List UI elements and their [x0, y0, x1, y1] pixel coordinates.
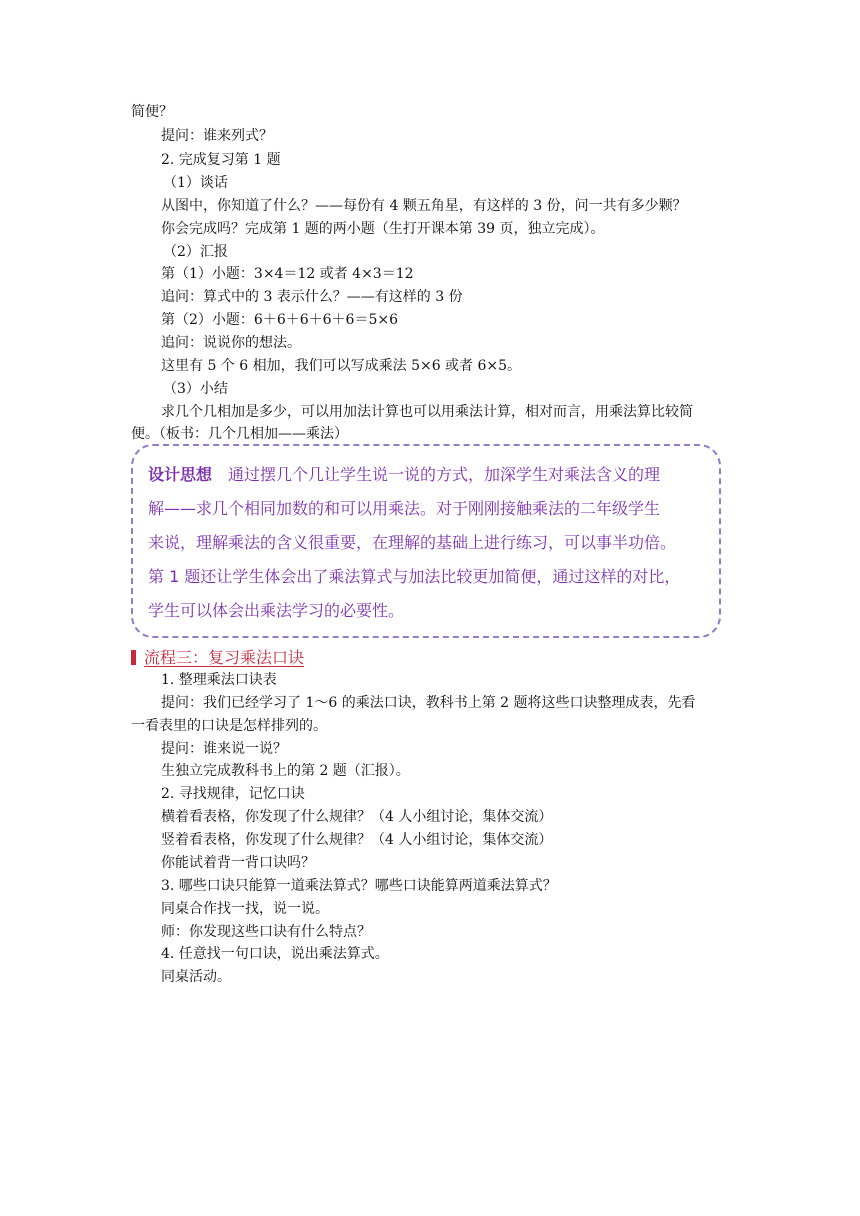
section-marker [131, 650, 136, 665]
text-line: 同桌活动。 [161, 969, 231, 985]
text-line: 便。（板书：几个几相加——乘法） [131, 426, 348, 442]
text-line: （1）谈话 [163, 175, 228, 191]
design-idea-line: 解——求几个相同加数的和可以用乘法。对于刚刚接触乘法的二年级学生 [148, 499, 661, 518]
text-line: 提问：谁来说一说？ [161, 741, 287, 757]
text-line: 一看表里的口诀是怎样排列的。 [131, 718, 327, 734]
text-line: 简便？ [131, 104, 173, 120]
design-idea-line: 学生可以体会出乘法学习的必要性。 [148, 601, 405, 620]
text-line: 从图中，你知道了什么？——每份有 4 颗五角星，有这样的 3 份，问一共有多少颗？ [161, 198, 687, 214]
text-line: 追问：说说你的想法。 [161, 335, 301, 351]
text-line: （2）汇报 [163, 244, 228, 260]
text-line: 3. 哪些口诀只能算一道乘法算式？哪些口诀能算两道乘法算式？ [161, 878, 557, 894]
text-line: （3）小结 [163, 381, 228, 397]
text-line: 提问：谁来列式？ [161, 128, 273, 144]
design-idea-line: 第 1 题还让学生体会出了乘法算式与加法比较更加简便，通过这样的对比， [148, 567, 681, 586]
text-line: 师：你发现这些口诀有什么特点？ [161, 924, 371, 940]
text-line: 竖着看表格，你发现了什么规律？（4 人小组讨论，集体交流） [161, 832, 553, 848]
text-line: 提问：我们已经学习了 1～6 的乘法口诀，教科书上第 2 题将这些口诀整理成表，先看 [161, 695, 696, 711]
design-idea-line [148, 463, 660, 487]
text-line: 生独立完成教科书上的第 2 题（汇报）。 [161, 763, 410, 779]
section-title: 流程三：复习乘法口诀 [144, 648, 305, 667]
design-idea-title: 设计思想 [148, 465, 213, 484]
text-line: 4. 任意找一句口诀，说出乘法算式。 [161, 946, 389, 962]
text-line: 这里有 5 个 6 相加，我们可以写成乘法 5×6 或者 6×5。 [161, 358, 522, 374]
section-heading [131, 648, 304, 668]
text-line: 2. 寻找规律，记忆口诀 [161, 786, 305, 802]
text-line: 追问：算式中的 3 表示什么？——有这样的 3 份 [161, 289, 463, 305]
text-line: 第（2）小题：6＋6＋6＋6＋6＝5×6 [161, 312, 398, 328]
text-line: 你能试着背一背口诀吗？ [161, 855, 315, 871]
text-line: 你会完成吗？完成第 1 题的两小题（生打开课本第 39 页，独立完成）。 [161, 221, 605, 237]
text-line: 第（1）小题：3×4＝12 或者 4×3＝12 [161, 266, 414, 282]
text-line: 2. 完成复习第 1 题 [161, 152, 281, 168]
design-idea-text: 通过摆几个几让学生说一说的方式，加深学生对乘法含义的理 [228, 465, 661, 484]
design-idea-line: 来说，理解乘法的含义很重要，在理解的基础上进行练习，可以事半功倍。 [148, 533, 677, 552]
text-line: 横着看表格，你发现了什么规律？（4 人小组讨论，集体交流） [161, 809, 553, 825]
text-line: 同桌合作找一找，说一说。 [161, 901, 329, 917]
text-line: 1. 整理乘法口诀表 [161, 672, 277, 688]
text-line: 求几个几相加是多少，可以用加法计算也可以用乘法计算，相对而言，用乘法算比较简 [161, 404, 693, 420]
